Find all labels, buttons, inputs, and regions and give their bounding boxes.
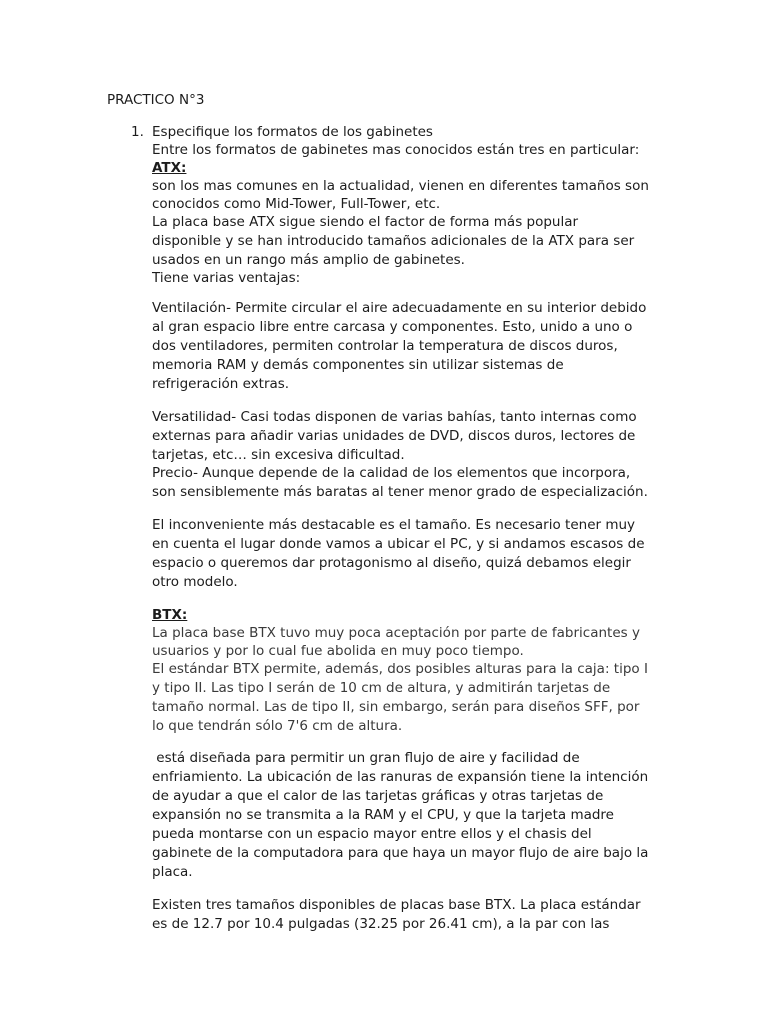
btx-paragraph-4 <box>152 896 672 934</box>
text-line: al gran espacio libre entre carcasa y componentes. Esto, unido a uno o <box>152 319 633 335</box>
text-line: y tipo II. Las tipo I serán de 10 cm de altura, y admitirán tarjetas de <box>152 680 611 696</box>
text-line: tarjetas, etc… sin excesiva dificultad. <box>152 447 405 463</box>
btx-paragraph-2 <box>152 660 672 736</box>
text-line: disponible y se han introducido tamaños adicionales de la ATX para ser <box>152 233 635 249</box>
atx-paragraph-1 <box>152 177 672 213</box>
text-line: gabinete de la computadora para que haya un mayor flujo de aire bajo la <box>152 845 649 861</box>
btx-paragraph-3 <box>152 749 672 882</box>
paragraph-gap <box>152 736 672 749</box>
text-line: pueda montarse con un espacio mayor entre ellos y el chasis del <box>152 826 592 842</box>
text-line: en cuenta el lugar donde vamos a ubicar el PC, y si andamos escasos de <box>152 536 645 552</box>
paragraph-gap <box>152 394 672 408</box>
btx-heading: BTX: <box>152 607 188 623</box>
text-line: es de 12.7 por 10.4 pulgadas (32.25 por 26.41 cm), a la par con las <box>152 916 610 932</box>
list-item-number: 1. <box>131 124 144 140</box>
text-line: dos ventiladores, permiten controlar la temperatura de discos duros, <box>152 338 618 354</box>
atx-versatilidad <box>152 408 672 464</box>
paragraph-gap <box>152 502 672 516</box>
text-line: conocidos como Mid-Tower, Full-Tower, etc. <box>152 196 441 212</box>
intro-text: Entre los formatos de gabinetes mas conocidos están tres en particular: <box>152 142 640 158</box>
text-line: de ayudar a que el calor de las tarjetas gráficas y otras tarjetas de <box>152 788 604 804</box>
text-line: son sensiblemente más baratas al tener menor grado de especialización. <box>152 484 648 500</box>
atx-heading: ATX: <box>152 160 187 176</box>
text-line: El estándar BTX permite, además, dos posibles alturas para la caja: tipo I <box>152 661 648 677</box>
atx-advantages-intro: Tiene varias ventajas: <box>152 270 301 286</box>
text-line: Ventilación- Permite circular el aire adecuadamente en su interior debido <box>152 300 647 316</box>
atx-precio <box>152 464 672 502</box>
text-line: expansión no se transmita a la RAM y el CPU, y que la tarjeta madre <box>152 807 614 823</box>
atx-ventilacion <box>152 299 672 394</box>
text-line: tamaño normal. Las de tipo II, sin embargo, serán para diseños SFF, por <box>152 699 640 715</box>
text-line: Precio- Aunque depende de la calidad de los elementos que incorpora, <box>152 465 631 481</box>
text-line: otro modelo. <box>152 574 238 590</box>
text-line: usados en un rango más amplio de gabinetes. <box>152 252 465 268</box>
text-line: La placa base BTX tuvo muy poca aceptación por parte de fabricantes y <box>152 625 640 641</box>
text-line: memoria RAM y demás componentes sin utilizar sistemas de <box>152 357 564 373</box>
text-line: usuarios y por lo cual fue abolida en muy poco tiempo. <box>152 643 524 659</box>
text-line: refrigeración extras. <box>152 376 290 392</box>
atx-paragraph-2 <box>152 213 672 269</box>
text-line: está diseñada para permitir un gran flujo de aire y facilidad de <box>152 750 580 766</box>
paragraph-gap <box>152 592 672 606</box>
text-line: Versatilidad- Casi todas disponen de varias bahías, tanto internas como <box>152 409 637 425</box>
text-line: externas para añadir varias unidades de DVD, discos duros, lectores de <box>152 428 636 444</box>
text-line: Existen tres tamaños disponibles de placas base BTX. La placa estándar <box>152 897 641 913</box>
text-line: El inconveniente más destacable es el tamaño. Es necesario tener muy <box>152 517 636 533</box>
paragraph-gap <box>152 882 672 896</box>
paragraph-gap <box>152 287 672 299</box>
list-item-content <box>152 123 672 934</box>
text-line: espacio o queremos dar protagonismo al diseño, quizá debamos elegir <box>152 555 631 571</box>
atx-inconveniente <box>152 516 672 592</box>
question-text: Especifique los formatos de los gabinetes <box>152 124 433 140</box>
text-line: La placa base ATX sigue siendo el factor de forma más popular <box>152 214 579 230</box>
text-line: enfriamiento. La ubicación de las ranuras de expansión tiene la intención <box>152 769 649 785</box>
text-line: placa. <box>152 864 193 880</box>
btx-paragraph-1 <box>152 624 672 660</box>
text-line: lo que tendrán sólo 7'6 cm de altura. <box>152 718 403 734</box>
document-title: PRACTICO N°3 <box>107 92 205 108</box>
text-line: son los mas comunes en la actualidad, vienen en diferentes tamaños son <box>152 178 649 194</box>
